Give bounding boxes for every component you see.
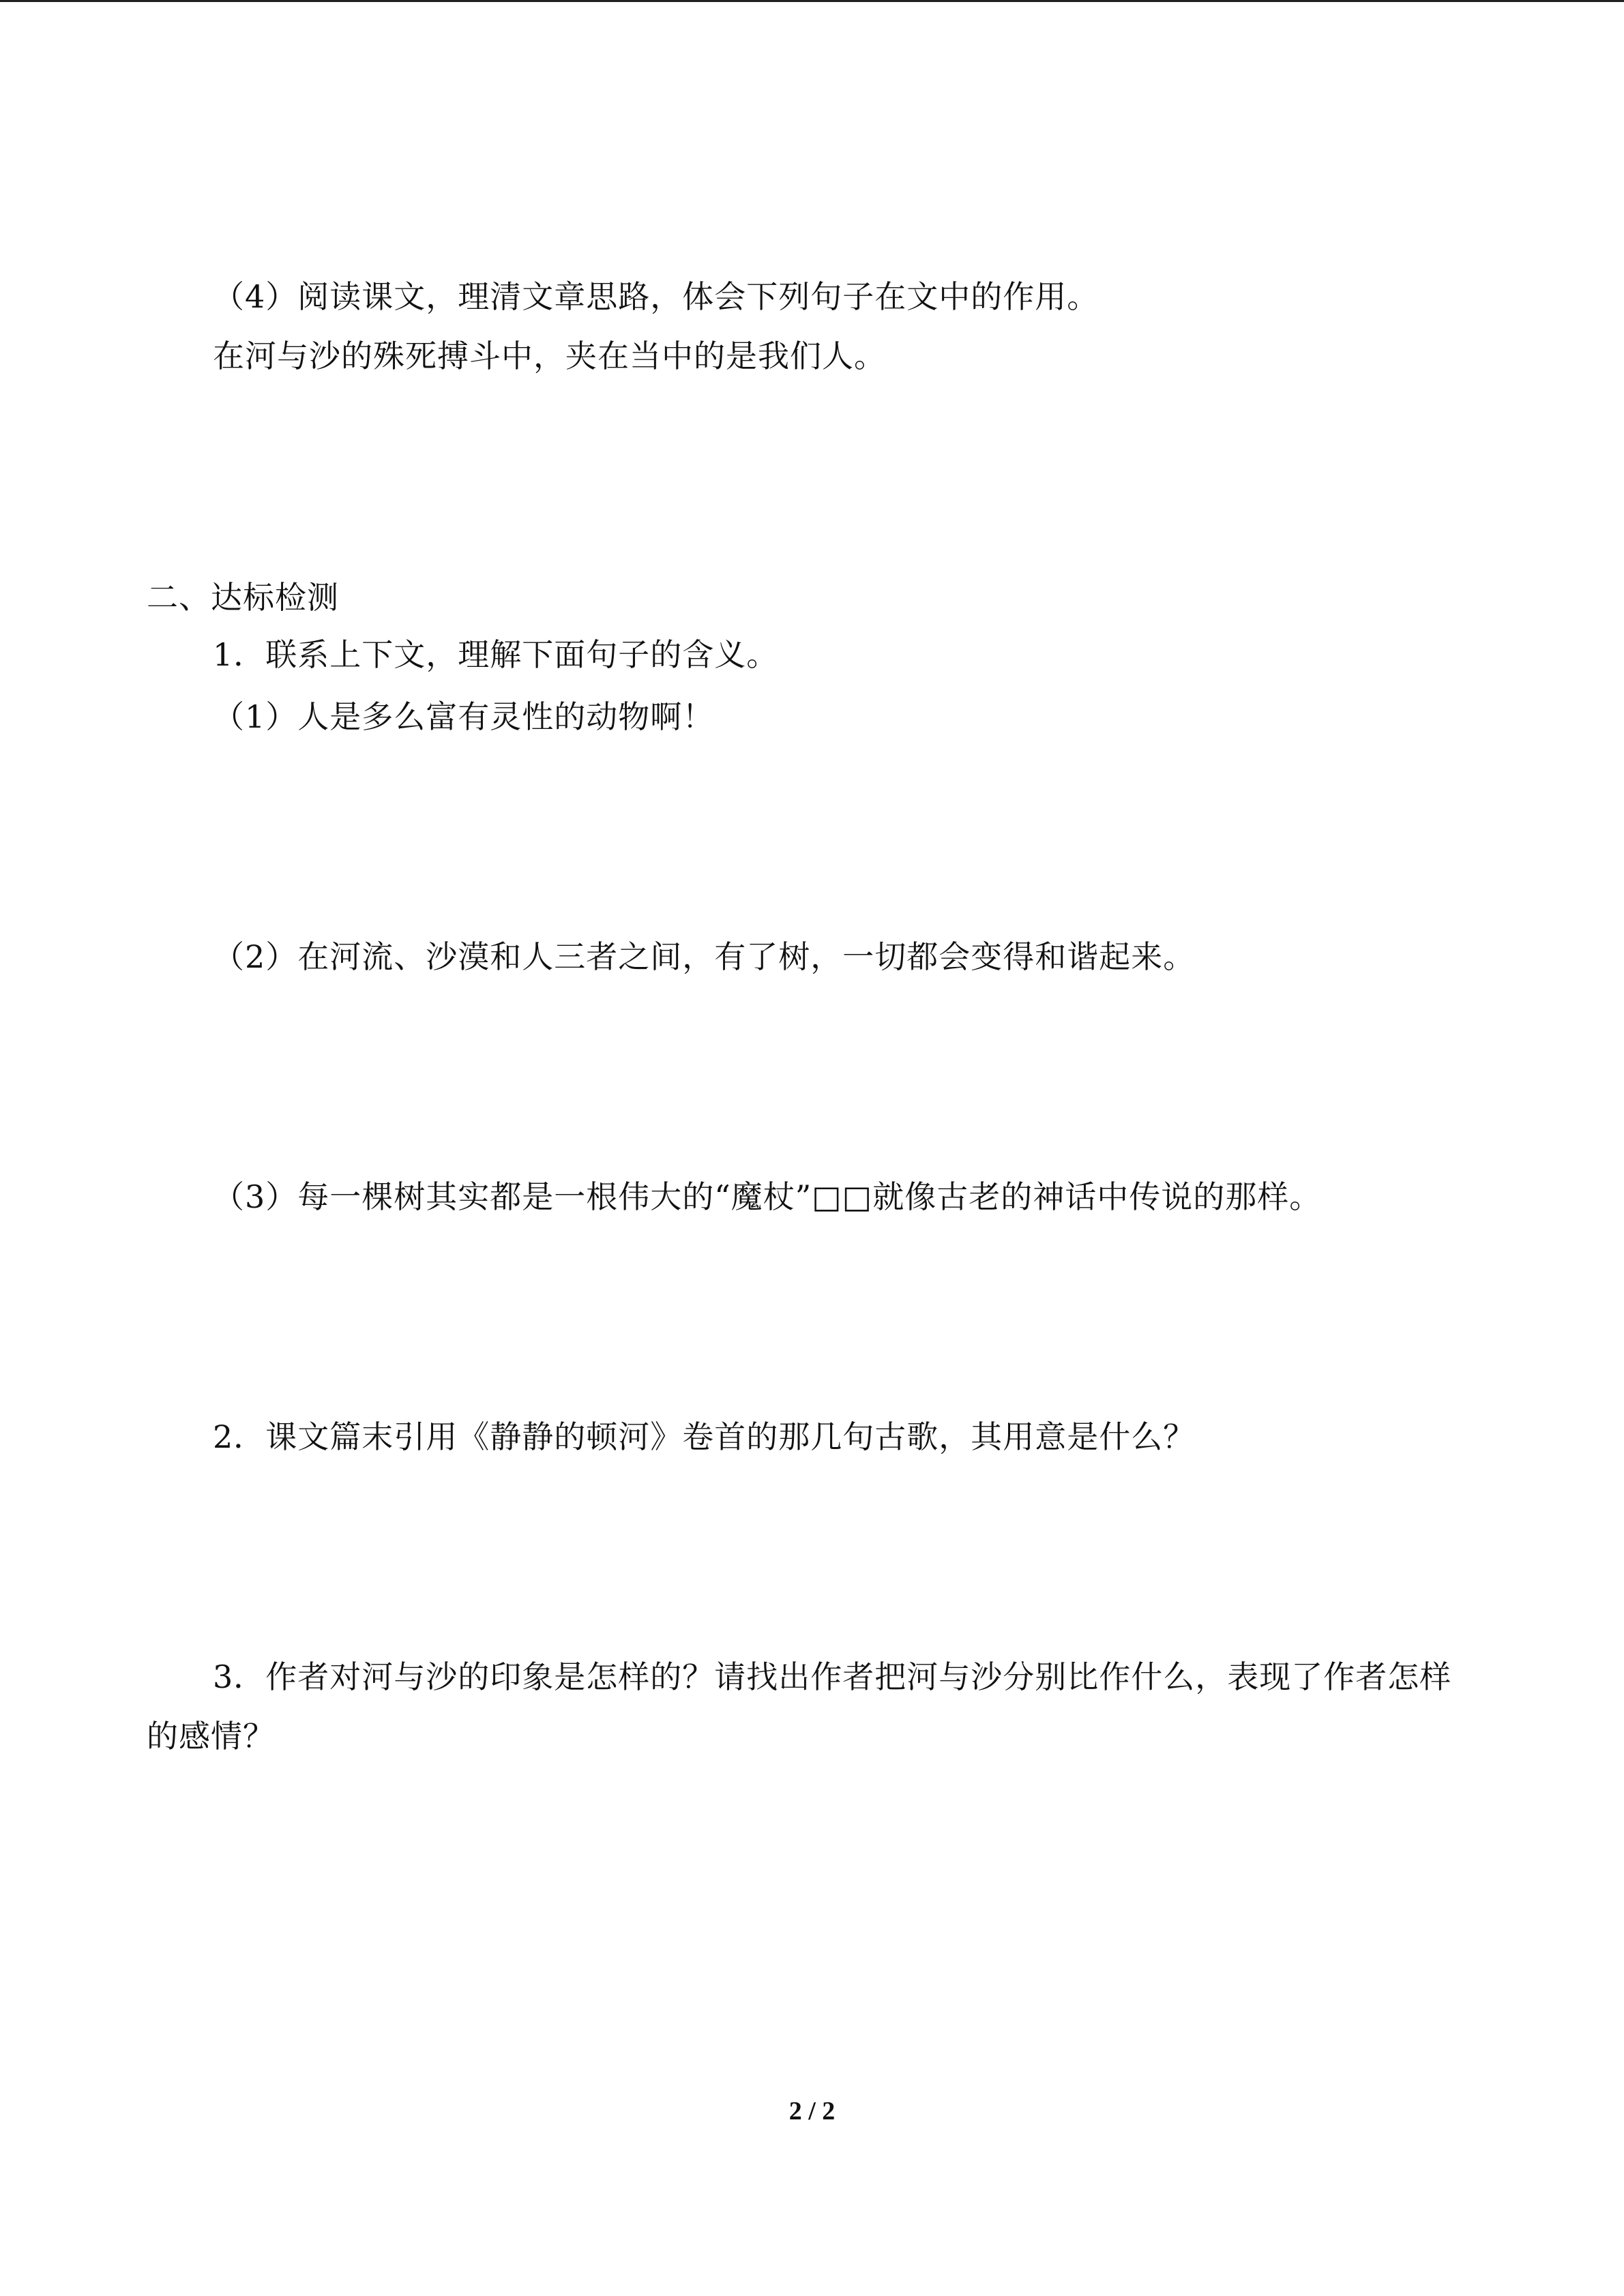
question-4-prompt: （4）阅读课文，理清文章思路，体会下列句子在文中的作用。 (213, 278, 1099, 315)
page-number: 2 / 2 (788, 2097, 836, 2126)
question-4-sentence: 在河与沙的殊死搏斗中，夹在当中的是我们人。 (213, 338, 886, 374)
question-1-prompt: 1．联系上下文，理解下面句子的含义。 (213, 636, 779, 673)
question-1-item-1: （1）人是多么富有灵性的动物啊！ (213, 698, 715, 735)
question-1-item-3: （3）每一棵树其实都是一根伟大的“魔杖”□□就像古老的神话中传说的那样。 (213, 1178, 1322, 1215)
question-2: 2．课文篇末引用《静静的顿河》卷首的那几句古歌，其用意是什么？ (213, 1418, 1196, 1455)
question-3-line-1: 3．作者对河与沙的印象是怎样的？请找出作者把河与沙分别比作什么，表现了作者怎样 (213, 1658, 1452, 1695)
section-heading: 二、达标检测 (147, 579, 339, 616)
question-1-item-2: （2）在河流、沙漠和人三者之间，有了树，一切都会变得和谐起来。 (213, 938, 1196, 975)
question-3-line-2: 的感情？ (147, 1718, 275, 1755)
page-top-border (0, 0, 1624, 2)
